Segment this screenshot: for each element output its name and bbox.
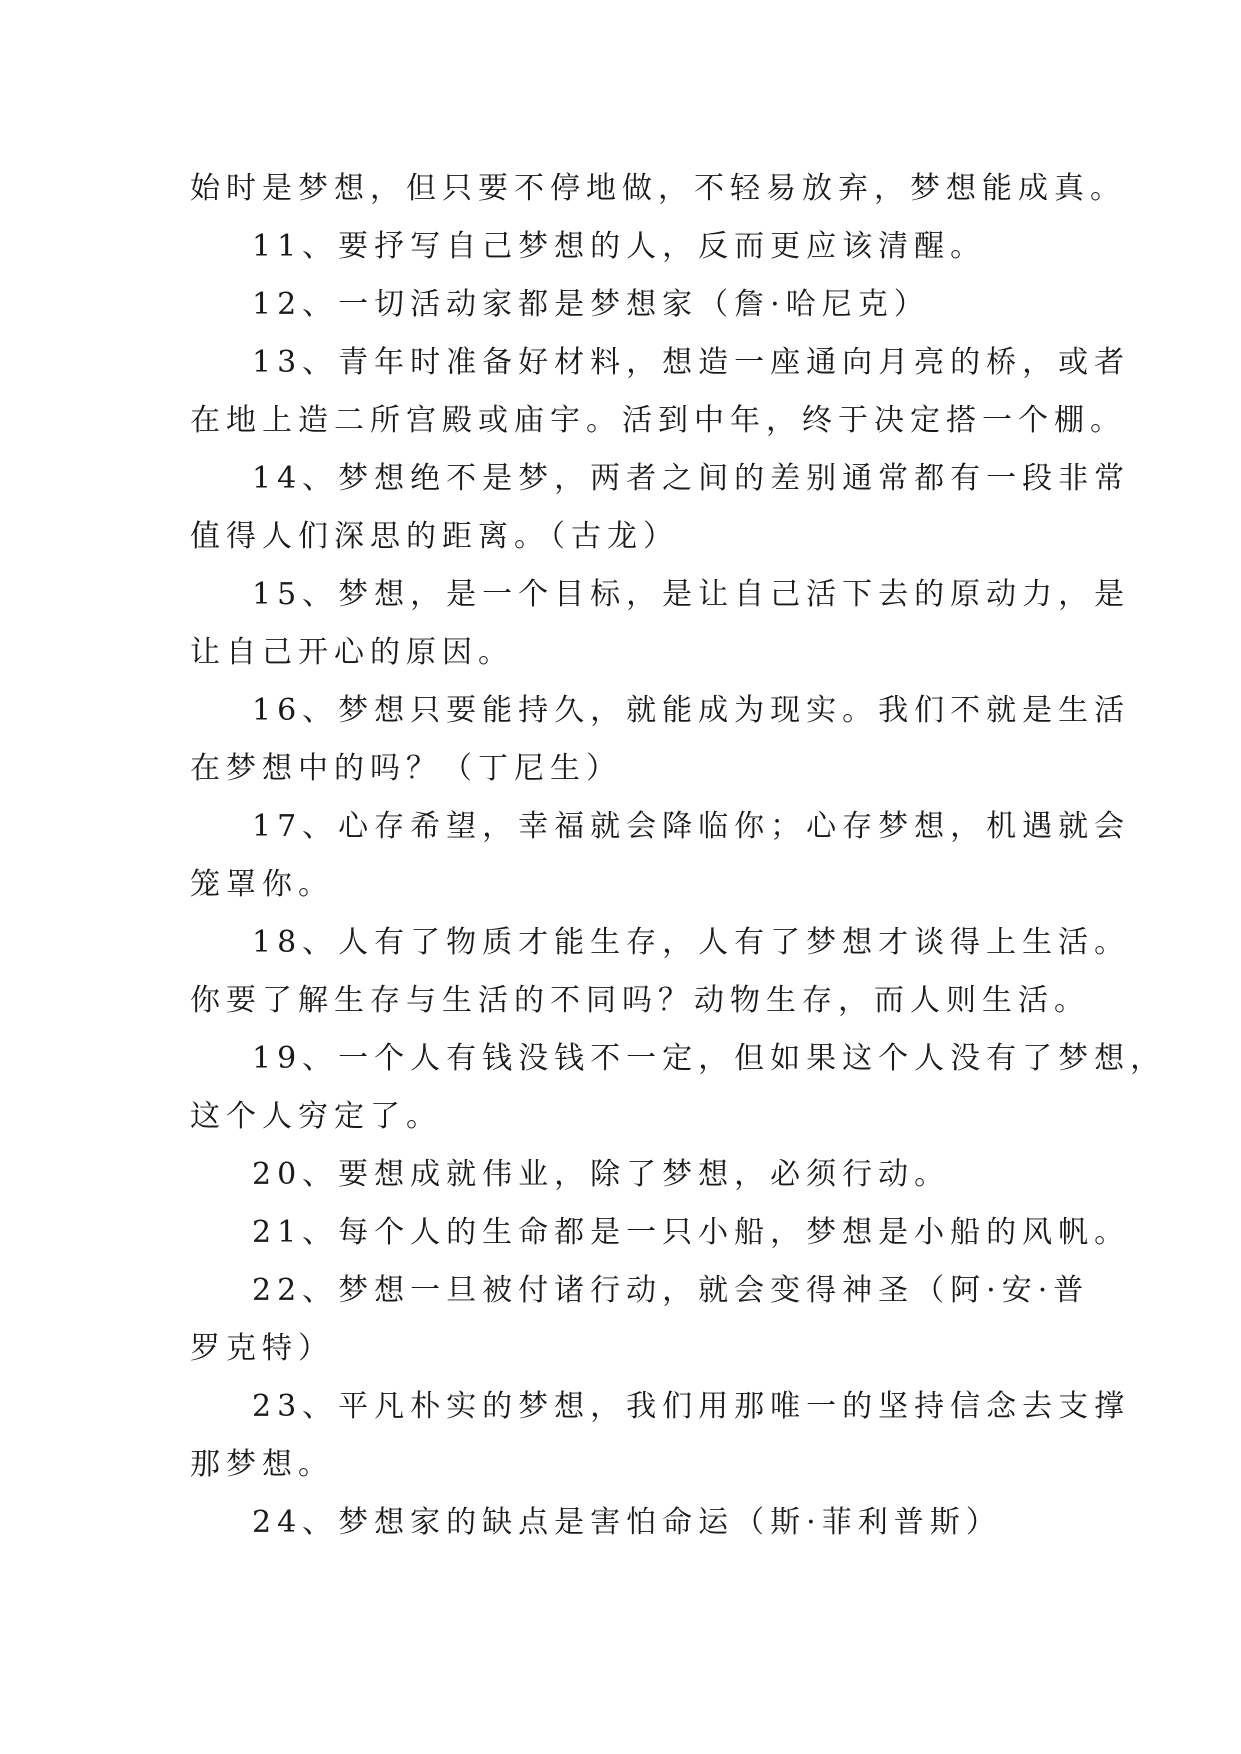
text-line: 你要了解生存与生活的不同吗？动物生存，而人则生活。 [190, 983, 1090, 1018]
quote-18: 18、人有了物质才能生存，人有了梦想才谈得上生活。 [252, 925, 1131, 960]
text-line: 这个人穷定了。 [190, 1099, 442, 1134]
quote-24: 24、梦想家的缺点是害怕命运（斯·菲利普斯） [252, 1505, 1002, 1540]
text-line: 始时是梦想，但只要不停地做，不轻易放弃，梦想能成真。 [190, 171, 1126, 206]
quote-23: 23、平凡朴实的梦想，我们用那唯一的坚持信念去支撑 [252, 1389, 1131, 1424]
quote-13: 13、青年时准备好材料，想造一座通向月亮的桥，或者 [252, 345, 1131, 380]
text-line: 让自己开心的原因。 [190, 635, 514, 670]
quote-17: 17、心存希望，幸福就会降临你；心存梦想，机遇就会 [252, 809, 1131, 844]
quote-19: 19、一个人有钱没钱不一定，但如果这个人没有了梦想， [252, 1041, 1167, 1076]
text-line: 那梦想。 [190, 1447, 334, 1482]
document-body [190, 160, 1167, 1552]
text-line: 值得人们深思的距离。（古龙） [190, 519, 679, 554]
text-line: 在梦想中的吗？（丁尼生） [190, 751, 622, 786]
quote-22: 22、梦想一旦被付诸行动，就会变得神圣（阿·安·普 [252, 1273, 1090, 1308]
quote-15: 15、梦想，是一个目标，是让自己活下去的原动力，是 [252, 577, 1131, 612]
text-line: 罗克特） [190, 1331, 334, 1366]
text-line: 在地上造二所宫殿或庙宇。活到中年，终于决定搭一个棚。 [190, 403, 1126, 438]
quote-12: 12、一切活动家都是梦想家（詹·哈尼克） [252, 287, 930, 322]
quote-14: 14、梦想绝不是梦，两者之间的差别通常都有一段非常 [252, 461, 1131, 496]
quote-20: 20、要想成就伟业，除了梦想，必须行动。 [252, 1157, 951, 1192]
quote-16: 16、梦想只要能持久，就能成为现实。我们不就是生活 [252, 693, 1131, 728]
quote-11: 11、要抒写自己梦想的人，反而更应该清醒。 [252, 229, 987, 264]
text-line: 笼罩你。 [190, 867, 334, 902]
quote-21: 21、每个人的生命都是一只小船，梦想是小船的风帆。 [252, 1215, 1131, 1250]
